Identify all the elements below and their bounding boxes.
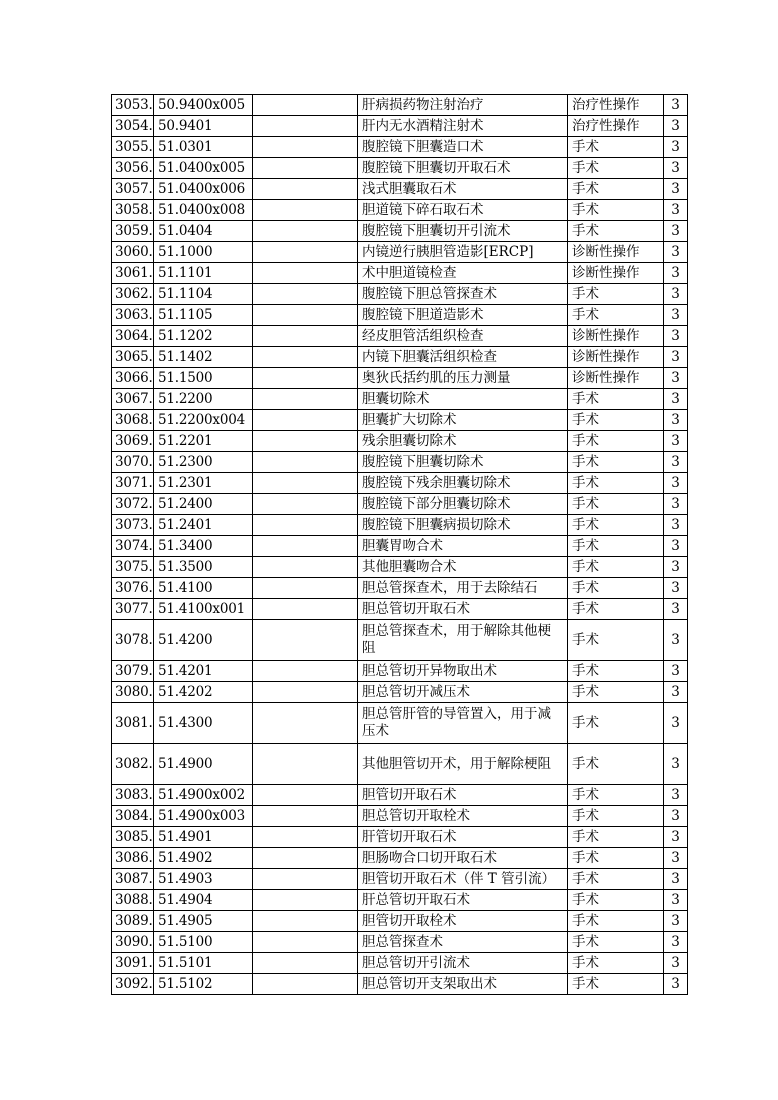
row-number: 3083.: [112, 785, 154, 806]
table-row: [112, 326, 688, 347]
row-number: 3079.: [112, 661, 154, 682]
table-row: [112, 620, 688, 661]
procedure-level: 3: [664, 158, 688, 179]
extra-code: [253, 932, 358, 953]
table-row: [112, 932, 688, 953]
extra-code: [253, 200, 358, 221]
procedure-type: 诊断性操作: [568, 263, 664, 284]
procedure-code: 51.5102: [154, 974, 253, 995]
procedure-level: 3: [664, 326, 688, 347]
procedure-type: 手术: [568, 620, 664, 661]
procedure-type: 手术: [568, 869, 664, 890]
extra-code: [253, 953, 358, 974]
table-row: [112, 974, 688, 995]
procedure-level: 3: [664, 473, 688, 494]
procedure-table: [111, 94, 688, 995]
procedure-code: 51.0400x006: [154, 179, 253, 200]
row-number: 3091.: [112, 953, 154, 974]
procedure-type: 手术: [568, 137, 664, 158]
procedure-type: 手术: [568, 431, 664, 452]
procedure-type: 手术: [568, 158, 664, 179]
procedure-name: 胆总管切开减压术: [358, 682, 568, 703]
extra-code: [253, 221, 358, 242]
row-number: 3060.: [112, 242, 154, 263]
procedure-level: 3: [664, 827, 688, 848]
procedure-name: 肝内无水酒精注射术: [358, 116, 568, 137]
table-row: [112, 95, 688, 116]
table-row: [112, 452, 688, 473]
table-row: [112, 682, 688, 703]
extra-code: [253, 158, 358, 179]
procedure-code: 51.1500: [154, 368, 253, 389]
procedure-code: 51.4900: [154, 744, 253, 785]
procedure-code: 51.1202: [154, 326, 253, 347]
procedure-code: 51.4900x002: [154, 785, 253, 806]
row-number: 3064.: [112, 326, 154, 347]
extra-code: [253, 620, 358, 661]
procedure-name: 胆囊扩大切除术: [358, 410, 568, 431]
procedure-name: 腹腔镜下胆囊切除术: [358, 452, 568, 473]
extra-code: [253, 410, 358, 431]
extra-code: [253, 682, 358, 703]
procedure-level: 3: [664, 242, 688, 263]
extra-code: [253, 536, 358, 557]
procedure-code: 51.2200x004: [154, 410, 253, 431]
row-number: 3086.: [112, 848, 154, 869]
procedure-level: 3: [664, 452, 688, 473]
table-row: [112, 368, 688, 389]
procedure-code: 51.4200: [154, 620, 253, 661]
extra-code: [253, 494, 358, 515]
procedure-name: 其他胆囊吻合术: [358, 557, 568, 578]
table-row: [112, 431, 688, 452]
row-number: 3090.: [112, 932, 154, 953]
procedure-code: 51.4100x001: [154, 599, 253, 620]
procedure-type: 手术: [568, 806, 664, 827]
procedure-code: 51.2200: [154, 389, 253, 410]
procedure-name: 腹腔镜下胆囊切开取石术: [358, 158, 568, 179]
procedure-level: 3: [664, 305, 688, 326]
row-number: 3084.: [112, 806, 154, 827]
procedure-code: 51.1101: [154, 263, 253, 284]
row-number: 3089.: [112, 911, 154, 932]
procedure-type: 手术: [568, 599, 664, 620]
procedure-name: 胆总管切开取石术: [358, 599, 568, 620]
extra-code: [253, 263, 358, 284]
extra-code: [253, 95, 358, 116]
row-number: 3092.: [112, 974, 154, 995]
procedure-type: 手术: [568, 494, 664, 515]
procedure-code: 51.1105: [154, 305, 253, 326]
table-row: [112, 827, 688, 848]
procedure-level: 3: [664, 869, 688, 890]
procedure-level: 3: [664, 911, 688, 932]
procedure-level: 3: [664, 578, 688, 599]
procedure-name: 术中胆道镜检查: [358, 263, 568, 284]
table-row: [112, 785, 688, 806]
table-row: [112, 494, 688, 515]
row-number: 3087.: [112, 869, 154, 890]
table-row: [112, 221, 688, 242]
procedure-name: 内镜逆行胰胆管造影[ERCP]: [358, 242, 568, 263]
procedure-level: 3: [664, 431, 688, 452]
procedure-table-body: [112, 95, 688, 995]
procedure-name: 胆肠吻合口切开取石术: [358, 848, 568, 869]
table-row: [112, 137, 688, 158]
procedure-level: 3: [664, 599, 688, 620]
procedure-type: 手术: [568, 703, 664, 744]
extra-code: [253, 242, 358, 263]
procedure-type: 手术: [568, 578, 664, 599]
row-number: 3073.: [112, 515, 154, 536]
extra-code: [253, 389, 358, 410]
extra-code: [253, 890, 358, 911]
procedure-code: 51.2301: [154, 473, 253, 494]
table-row: [112, 953, 688, 974]
procedure-type: 手术: [568, 221, 664, 242]
procedure-code: 51.4904: [154, 890, 253, 911]
row-number: 3058.: [112, 200, 154, 221]
table-row: [112, 661, 688, 682]
procedure-name: 胆总管探查术: [358, 932, 568, 953]
table-row: [112, 869, 688, 890]
procedure-name: 腹腔镜下部分胆囊切除术: [358, 494, 568, 515]
procedure-code: 51.3500: [154, 557, 253, 578]
row-number: 3057.: [112, 179, 154, 200]
procedure-level: 3: [664, 974, 688, 995]
procedure-level: 3: [664, 536, 688, 557]
procedure-level: 3: [664, 682, 688, 703]
procedure-type: 手术: [568, 974, 664, 995]
extra-code: [253, 806, 358, 827]
procedure-code: 51.4201: [154, 661, 253, 682]
procedure-name: 胆管切开取石术: [358, 785, 568, 806]
procedure-type: 手术: [568, 515, 664, 536]
extra-code: [253, 599, 358, 620]
procedure-type: 手术: [568, 661, 664, 682]
procedure-name: 胆总管探查术，用于去除结石: [358, 578, 568, 599]
table-row: [112, 389, 688, 410]
row-number: 3063.: [112, 305, 154, 326]
row-number: 3069.: [112, 431, 154, 452]
procedure-level: 3: [664, 221, 688, 242]
procedure-code: 51.1000: [154, 242, 253, 263]
extra-code: [253, 578, 358, 599]
procedure-code: 51.0400x008: [154, 200, 253, 221]
procedure-level: 3: [664, 890, 688, 911]
procedure-level: 3: [664, 200, 688, 221]
table-row: [112, 473, 688, 494]
procedure-name: 肝病损药物注射治疗: [358, 95, 568, 116]
procedure-code: 51.4903: [154, 869, 253, 890]
procedure-level: 3: [664, 785, 688, 806]
procedure-level: 3: [664, 932, 688, 953]
row-number: 3085.: [112, 827, 154, 848]
procedure-type: 手术: [568, 953, 664, 974]
row-number: 3081.: [112, 703, 154, 744]
procedure-code: 51.4900x003: [154, 806, 253, 827]
row-number: 3077.: [112, 599, 154, 620]
procedure-level: 3: [664, 389, 688, 410]
extra-code: [253, 431, 358, 452]
procedure-level: 3: [664, 703, 688, 744]
procedure-name: 胆管切开取栓术: [358, 911, 568, 932]
procedure-name: 胆管切开取石术（伴 T 管引流）: [358, 869, 568, 890]
extra-code: [253, 326, 358, 347]
procedure-name: 腹腔镜下残余胆囊切除术: [358, 473, 568, 494]
procedure-type: 手术: [568, 890, 664, 911]
row-number: 3075.: [112, 557, 154, 578]
procedure-type: 手术: [568, 536, 664, 557]
table-row: [112, 410, 688, 431]
procedure-name: 浅式胆囊取石术: [358, 179, 568, 200]
procedure-type: 手术: [568, 473, 664, 494]
procedure-level: 3: [664, 179, 688, 200]
row-number: 3056.: [112, 158, 154, 179]
table-row: [112, 744, 688, 785]
table-row: [112, 284, 688, 305]
procedure-level: 3: [664, 368, 688, 389]
procedure-type: 手术: [568, 410, 664, 431]
table-row: [112, 911, 688, 932]
procedure-name: 胆道镜下碎石取石术: [358, 200, 568, 221]
extra-code: [253, 452, 358, 473]
procedure-level: 3: [664, 620, 688, 661]
row-number: 3076.: [112, 578, 154, 599]
procedure-name: 腹腔镜下胆囊病损切除术: [358, 515, 568, 536]
extra-code: [253, 179, 358, 200]
procedure-name: 腹腔镜下胆囊切开引流术: [358, 221, 568, 242]
procedure-code: 51.2201: [154, 431, 253, 452]
procedure-code: 50.9400x005: [154, 95, 253, 116]
table-row: [112, 200, 688, 221]
procedure-type: 手术: [568, 744, 664, 785]
procedure-name: 经皮胆管活组织检查: [358, 326, 568, 347]
procedure-type: 手术: [568, 452, 664, 473]
row-number: 3072.: [112, 494, 154, 515]
procedure-type: 手术: [568, 389, 664, 410]
table-row: [112, 536, 688, 557]
row-number: 3055.: [112, 137, 154, 158]
procedure-type: 诊断性操作: [568, 347, 664, 368]
procedure-level: 3: [664, 347, 688, 368]
procedure-level: 3: [664, 661, 688, 682]
row-number: 3053.: [112, 95, 154, 116]
table-row: [112, 263, 688, 284]
procedure-type: 手术: [568, 557, 664, 578]
procedure-type: 治疗性操作: [568, 116, 664, 137]
procedure-type: 诊断性操作: [568, 242, 664, 263]
procedure-type: 诊断性操作: [568, 326, 664, 347]
table-row: [112, 116, 688, 137]
extra-code: [253, 347, 358, 368]
procedure-name: 胆总管肝管的导管置入，用于减压术: [358, 703, 568, 744]
procedure-type: 手术: [568, 179, 664, 200]
row-number: 3070.: [112, 452, 154, 473]
procedure-type: 诊断性操作: [568, 368, 664, 389]
procedure-level: 3: [664, 116, 688, 137]
extra-code: [253, 661, 358, 682]
procedure-code: 51.4100: [154, 578, 253, 599]
procedure-type: 手术: [568, 682, 664, 703]
row-number: 3062.: [112, 284, 154, 305]
procedure-type: 手术: [568, 932, 664, 953]
procedure-name: 内镜下胆囊活组织检查: [358, 347, 568, 368]
procedure-code: 51.4202: [154, 682, 253, 703]
procedure-level: 3: [664, 263, 688, 284]
row-number: 3074.: [112, 536, 154, 557]
procedure-type: 手术: [568, 284, 664, 305]
procedure-code: 51.5101: [154, 953, 253, 974]
procedure-name: 腹腔镜下胆囊造口术: [358, 137, 568, 158]
row-number: 3066.: [112, 368, 154, 389]
procedure-level: 3: [664, 557, 688, 578]
procedure-code: 51.4300: [154, 703, 253, 744]
extra-code: [253, 703, 358, 744]
procedure-type: 手术: [568, 785, 664, 806]
procedure-type: 手术: [568, 848, 664, 869]
procedure-name: 胆总管切开取栓术: [358, 806, 568, 827]
procedure-level: 3: [664, 494, 688, 515]
procedure-name: 胆总管探查术，用于解除其他梗阻: [358, 620, 568, 661]
procedure-name: 腹腔镜下胆道造影术: [358, 305, 568, 326]
procedure-code: 51.4905: [154, 911, 253, 932]
row-number: 3080.: [112, 682, 154, 703]
procedure-code: 50.9401: [154, 116, 253, 137]
procedure-level: 3: [664, 95, 688, 116]
extra-code: [253, 974, 358, 995]
table-row: [112, 703, 688, 744]
procedure-type: 手术: [568, 200, 664, 221]
table-row: [112, 347, 688, 368]
procedure-type: 治疗性操作: [568, 95, 664, 116]
extra-code: [253, 284, 358, 305]
procedure-name: 其他胆管切开术，用于解除梗阻: [358, 744, 568, 785]
procedure-code: 51.3400: [154, 536, 253, 557]
procedure-level: 3: [664, 137, 688, 158]
row-number: 3061.: [112, 263, 154, 284]
row-number: 3068.: [112, 410, 154, 431]
procedure-name: 肝管切开取石术: [358, 827, 568, 848]
extra-code: [253, 368, 358, 389]
table-row: [112, 179, 688, 200]
procedure-code: 51.0301: [154, 137, 253, 158]
row-number: 3067.: [112, 389, 154, 410]
extra-code: [253, 305, 358, 326]
procedure-code: 51.5100: [154, 932, 253, 953]
procedure-level: 3: [664, 806, 688, 827]
procedure-code: 51.0404: [154, 221, 253, 242]
extra-code: [253, 785, 358, 806]
procedure-name: 残余胆囊切除术: [358, 431, 568, 452]
table-row: [112, 515, 688, 536]
procedure-name: 奥狄氏括约肌的压力测量: [358, 368, 568, 389]
table-row: [112, 599, 688, 620]
procedure-code: 51.4902: [154, 848, 253, 869]
procedure-type: 手术: [568, 911, 664, 932]
procedure-level: 3: [664, 515, 688, 536]
row-number: 3082.: [112, 744, 154, 785]
row-number: 3054.: [112, 116, 154, 137]
extra-code: [253, 137, 358, 158]
procedure-name: 胆囊切除术: [358, 389, 568, 410]
procedure-name: 胆囊胃吻合术: [358, 536, 568, 557]
procedure-code: 51.2400: [154, 494, 253, 515]
table-row: [112, 578, 688, 599]
row-number: 3078.: [112, 620, 154, 661]
table-row: [112, 158, 688, 179]
procedure-type: 手术: [568, 827, 664, 848]
procedure-code: 51.0400x005: [154, 158, 253, 179]
extra-code: [253, 557, 358, 578]
extra-code: [253, 116, 358, 137]
procedure-code: 51.2300: [154, 452, 253, 473]
row-number: 3059.: [112, 221, 154, 242]
procedure-name: 胆总管切开异物取出术: [358, 661, 568, 682]
procedure-level: 3: [664, 284, 688, 305]
procedure-name: 胆总管切开支架取出术: [358, 974, 568, 995]
extra-code: [253, 515, 358, 536]
extra-code: [253, 848, 358, 869]
procedure-name: 胆总管切开引流术: [358, 953, 568, 974]
extra-code: [253, 827, 358, 848]
procedure-level: 3: [664, 953, 688, 974]
extra-code: [253, 869, 358, 890]
procedure-level: 3: [664, 848, 688, 869]
table-row: [112, 557, 688, 578]
procedure-code: 51.1104: [154, 284, 253, 305]
table-row: [112, 806, 688, 827]
table-row: [112, 242, 688, 263]
procedure-level: 3: [664, 410, 688, 431]
procedure-level: 3: [664, 744, 688, 785]
procedure-name: 肝总管切开取石术: [358, 890, 568, 911]
procedure-code: 51.1402: [154, 347, 253, 368]
procedure-code: 51.4901: [154, 827, 253, 848]
extra-code: [253, 473, 358, 494]
row-number: 3065.: [112, 347, 154, 368]
procedure-type: 手术: [568, 305, 664, 326]
table-row: [112, 848, 688, 869]
table-row: [112, 890, 688, 911]
row-number: 3071.: [112, 473, 154, 494]
extra-code: [253, 744, 358, 785]
table-row: [112, 305, 688, 326]
procedure-code: 51.2401: [154, 515, 253, 536]
extra-code: [253, 911, 358, 932]
row-number: 3088.: [112, 890, 154, 911]
procedure-name: 腹腔镜下胆总管探查术: [358, 284, 568, 305]
